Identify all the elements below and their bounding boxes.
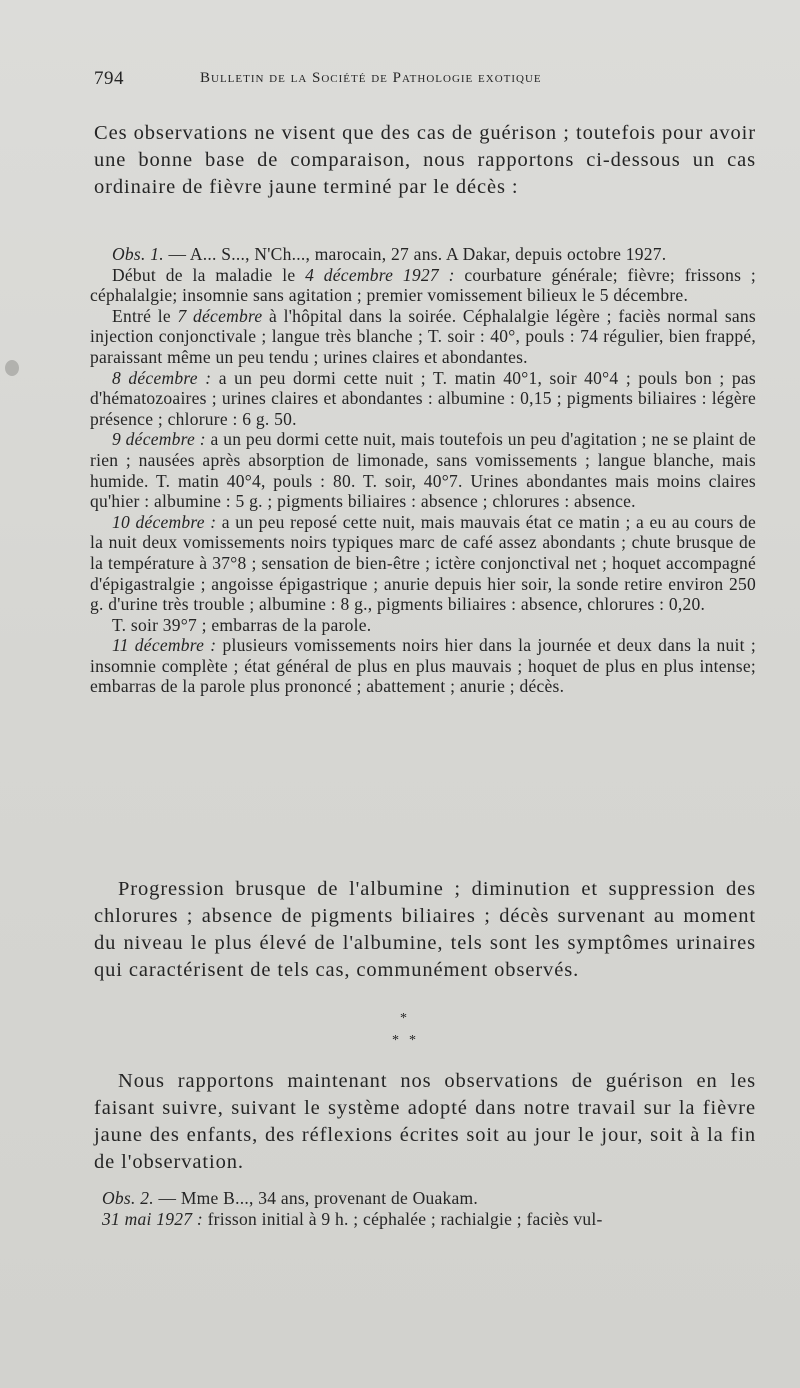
obs1-paragraph-8 [90, 635, 756, 697]
obs1-paragraph-7 [90, 615, 756, 636]
obs1-p6-text: a un peu reposé cette nuit, mais mauvais état ce matin ; a eu au cours de la nuit deux vomissements noirs typiques marc de café assez abondants ; chute brusque de la température à 37°8 ; sensation de bien-être ; ictère conjonctival net ; hoquet accompagné d'épigastralgie ; angoisse épigastrique ; anurie depuis hier soir, la sonde retire environ 250 g. d'urine très trouble ; albumine : 8 g., pigments biliaires : absence, chlorures : 0,20. [90, 511, 756, 615]
obs1-p8-text: plusieurs vomissements noirs hier dans la journée et deux dans la nuit ; insomnie complète ; état général de plus en plus mauvais ; hoquet de plus en plus intense; embarras de la parole plus prononcé ; abattement ; anurie ; décès. [90, 635, 756, 697]
obs2-label: Obs. 2. [102, 1188, 154, 1208]
page-header [94, 68, 714, 94]
obs2-line-1 [94, 1188, 754, 1209]
obs1-paragraph-4 [90, 368, 756, 430]
obs1-p4-text: a un peu dormi cette nuit ; T. matin 40°1, soir 40°4 ; pouls bon ; pas d'hématozoaires ; urines claires et abondantes : albumine : 0,15 ; pigments biliaires : légère présence ; chlorure : 6 g. 50. [90, 367, 756, 429]
running-title: Bulletin de la Société de Pathologie exotique [200, 70, 542, 86]
obs1-paragraph-5 [90, 429, 756, 511]
page-number: 794 [94, 68, 124, 89]
obs1-p3-date: 7 décembre [177, 305, 263, 326]
obs1-p1-text: — A... S..., N'Ch..., marocain, 27 ans. A Dakar, depuis octobre 1927. [163, 244, 667, 264]
obs1-p8-date: 11 décembre : [112, 635, 217, 656]
observation-1 [90, 244, 756, 697]
obs2-date-text: frisson initial à 9 h. ; céphalée ; rachialgie ; faciès vul- [202, 1209, 603, 1229]
closing-text: Nous rapportons maintenant nos observations de guérison en les faisant suivre, suivant le système adopté dans notre travail sur la fièvre jaune des enfants, des réflexions écrites soit au jour le jour, soit à la fin de l'observation. [94, 1070, 756, 1173]
summary-paragraph [94, 876, 756, 984]
obs1-p5-date: 9 décembre : [112, 429, 206, 450]
obs1-p6-date: 10 décembre : [112, 511, 217, 532]
obs1-label: Obs. 1. [112, 244, 164, 264]
observation-2 [94, 1188, 754, 1230]
intro-paragraph [94, 120, 756, 201]
dinkus-star-top: * [400, 1011, 407, 1026]
summary-text: Progression brusque de l'albumine ; diminution et suppression des chlorures ; absence de pigments biliaires ; décès survenant au moment du niveau le plus élevé de l'albumine, tels sont les symptômes urinaires qui caractérisent de tels cas, communément observés. [94, 878, 756, 981]
obs1-p3-pre: Entré le [112, 305, 178, 326]
obs1-paragraph-3 [90, 306, 756, 368]
closing-paragraph [94, 1068, 756, 1176]
obs1-paragraph-1 [90, 244, 756, 265]
obs1-p3-text: à l'hôpital dans la soirée. Céphalalgie légère ; faciès normal sans injection conjonctivale ; langue très blanche ; T. soir : 40°, pouls : 74 régulier, bien frappé, paraissant même un peu tendu ; urines claires et abondantes. [90, 305, 756, 367]
dinkus-star-right: * [409, 1033, 416, 1048]
obs1-p2-date: 4 décembre 1927 : [305, 264, 455, 285]
obs1-p7-text: T. soir 39°7 ; embarras de la parole. [112, 614, 372, 635]
intro-text: Ces observations ne visent que des cas de guérison ; toutefois pour avoir une bonne base de comparaison, nous rapportons ci-dessous un cas ordinaire de fièvre jaune terminé par le décès : [94, 122, 756, 198]
obs1-p2-text: courbature générale; fièvre; frissons ; céphalalgie; insomnie sans agitation ; premier vomissement bilieux le 5 décembre. [90, 264, 756, 306]
obs2-line-2 [94, 1209, 754, 1230]
obs1-paragraph-6 [90, 512, 756, 615]
obs1-p5-text: a un peu dormi cette nuit, mais toutefois un peu d'agitation ; ne se plaint de rien ; nausées après absorption de limonade, sans vomissements ; langue blanche, mais humide. T. matin 40°4, pouls : 80. T. soir, 40°7. Urines abondantes mais moins claires qu'hier : albumine : 5 g. ; pigments biliaires : absence ; chlorures : absence. [90, 429, 756, 512]
ink-blot [5, 360, 19, 376]
obs1-paragraph-2 [90, 265, 756, 306]
obs2-date: 31 mai 1927 : [102, 1209, 203, 1229]
obs2-text: — Mme B..., 34 ans, provenant de Ouakam. [153, 1188, 479, 1208]
dinkus-star-left: * [392, 1033, 399, 1048]
obs1-p2-pre: Début de la maladie le [112, 264, 306, 285]
obs1-p4-date: 8 décembre : [112, 367, 212, 388]
